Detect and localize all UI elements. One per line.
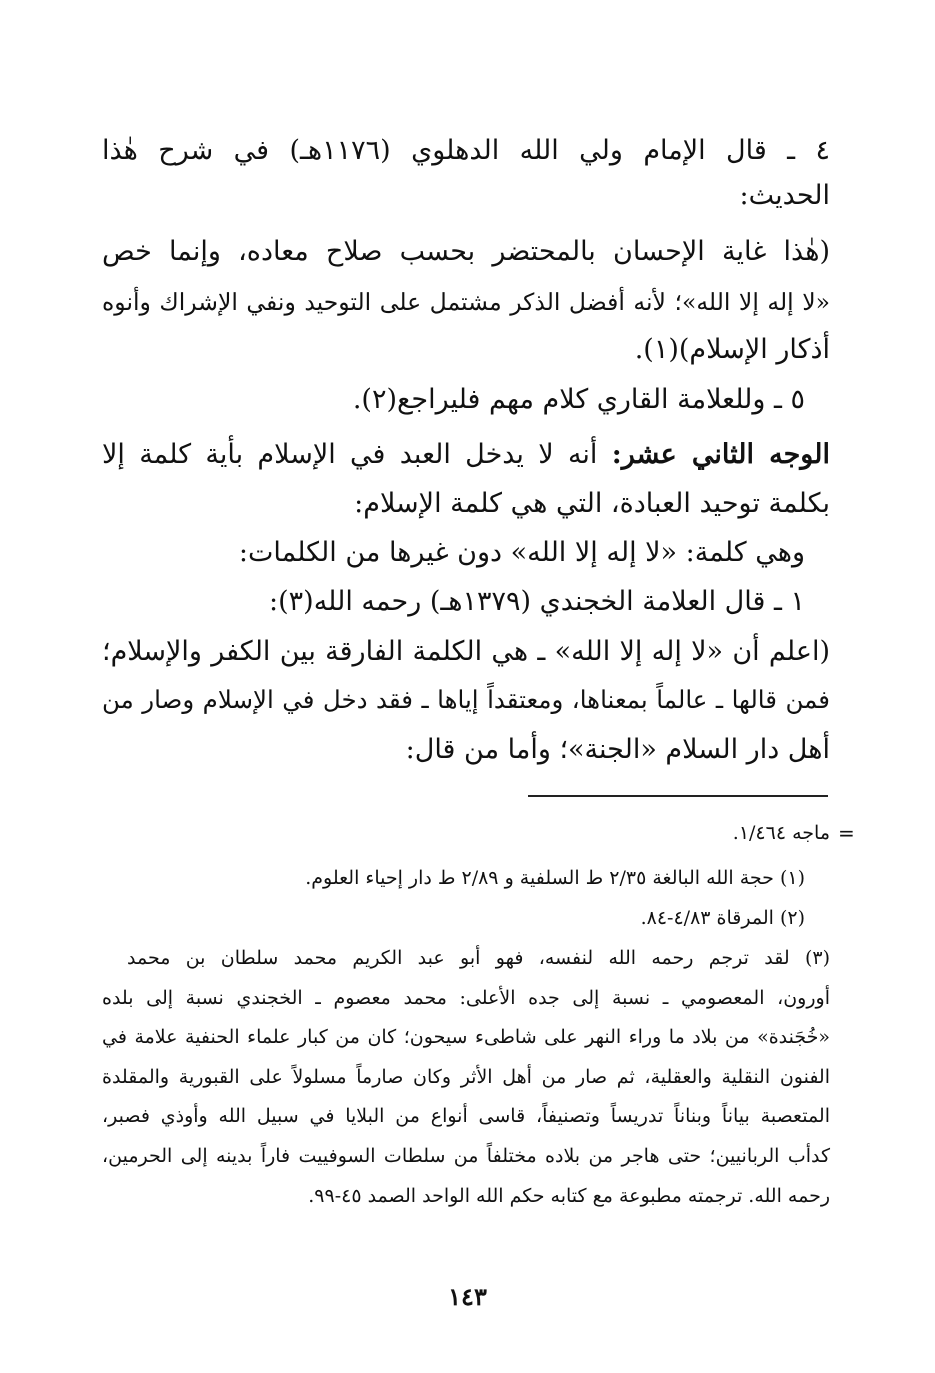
page-number: ١٤٣: [448, 1282, 487, 1311]
footnote-3-line-1: (٣) لقد ترجم رحمه الله لنفسه، فهو أبو عبد الكريم محمد سلطان بن محمد: [127, 947, 830, 969]
body-line-10: ١ ـ قال العلامة الخجندي (١٣٧٩هـ) رحمه الله(٣):: [269, 586, 805, 617]
footnote-3-line-6: كدأب الربانيين؛ حتى هاجر من بلاده مختلفاً من سلطات السوفييت فاراً بدينه إلى الحرمين،: [102, 1145, 830, 1167]
body-line-3: (هٰذا غاية الإحسان بالمحتضر بحسب صلاح معاده، وإنما خص: [102, 236, 830, 267]
footnote-3-line-4: الفنون النقلية والعقلية، ثم صار من أهل الأثر وكان صارماً مسلولاً على القبورية والمقلدة: [102, 1066, 830, 1088]
footnote-continuation-marker: =: [838, 821, 855, 845]
body-line-6: ٥ ـ وللعلامة القاري كلام مهم فليراجع(٢).: [352, 384, 805, 415]
footnote-continuation: ماجه ١/٤٦٤.: [732, 822, 830, 844]
body-line-11: (اعلم أن «لا إله إلا الله» ـ هي الكلمة الفارقة بين الكفر والإسلام؛: [102, 636, 830, 667]
body-line-8: بكلمة توحيد العبادة، التي هي كلمة الإسلام:: [354, 488, 830, 519]
footnote-3-line-2: أورون، المعصومي ـ نسبة إلى جده الأعلى: محمد معصوم ـ الخجندي نسبة إلى بلده: [102, 987, 830, 1009]
section-heading-text: أنه لا يدخل العبد في الإسلام بأية كلمة إلا: [102, 439, 612, 470]
body-line-7: [102, 435, 830, 475]
body-line-9: وهي كلمة: «لا إله إلا الله» دون غيرها من الكلمات:: [238, 537, 805, 568]
footnote-3-line-5: المتعصبة بياناً وبناناً تدريساً وتصنيفاً، قاسى أنواع من البلايا في سبيل الله وأوذي فصبر،: [102, 1105, 830, 1127]
body-line-2: الحديث:: [739, 180, 830, 211]
footnote-separator: [528, 795, 828, 797]
body-line-13: أهل دار السلام «الجنة»؛ وأما من قال:: [405, 734, 830, 765]
body-line-4: «لا إله إلا الله»؛ لأنه أفضل الذكر مشتمل على التوحيد ونفي الإشراك وأنوه: [102, 288, 830, 316]
footnote-3-line-7: رحمه الله. ترجمته مطبوعة مع كتابه حكم الله الواحد الصمد ٤٥-٩٩.: [308, 1185, 830, 1207]
footnote-2: (٢) المرقاة ٤/٨٣-٨٤.: [640, 907, 805, 929]
footnote-1: (١) حجة الله البالغة ٢/٣٥ ط السلفية و ٢/٨٩ ط دار إحياء العلوم.: [305, 867, 805, 889]
body-line-5: أذكار الإسلام)(١).: [634, 334, 830, 365]
footnote-3-line-3: «خُجَندة» من بلاد ما وراء النهر على شاطىء سيحون؛ كان من كبار علماء الحنفية علامة في: [102, 1026, 830, 1048]
body-line-12: فمن قالها ـ عالماً بمعناها، ومعتقداً إياها ـ فقد دخل في الإسلام وصار من: [102, 685, 830, 714]
section-heading: الوجه الثاني عشر:: [611, 439, 830, 470]
body-line-1: ٤ ـ قال الإمام ولي الله الدهلوي (١١٧٦هـ) في شرح هٰذا: [102, 135, 830, 166]
